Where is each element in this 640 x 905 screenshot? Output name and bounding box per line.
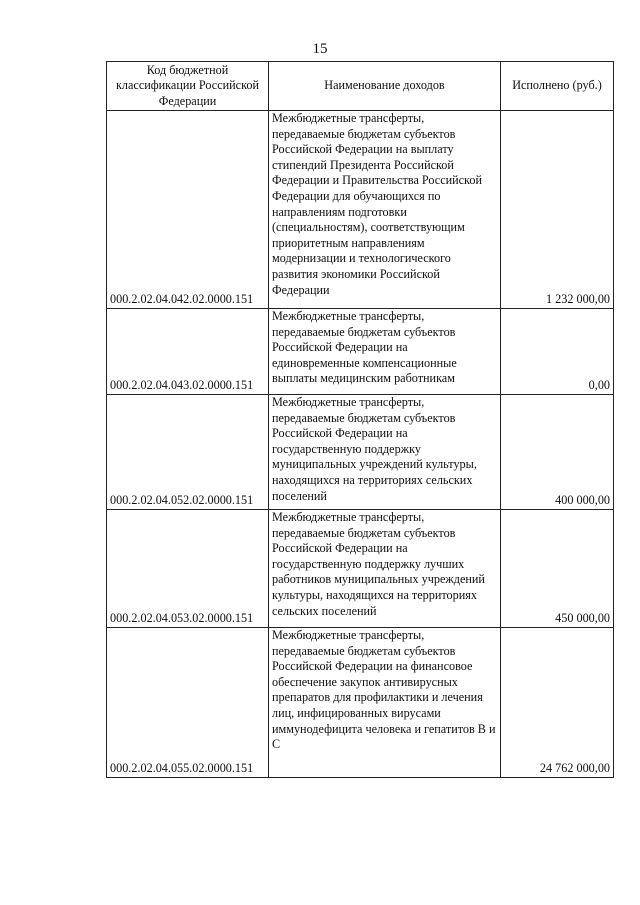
page-number: 15: [312, 41, 328, 57]
table-row: [107, 395, 614, 510]
amount-cell: 0,00: [501, 309, 614, 395]
income-name-cell: Межбюджетные трансферты, передаваемые бюджетам субъектов Российской Федерации на государственную поддержку муниципальных учреждений культуры, находящихся на территориях сельских поселений: [269, 395, 501, 510]
header-amount: Исполнено (руб.): [501, 62, 614, 111]
income-name-cell: Межбюджетные трансферты, передаваемые бюджетам субъектов Российской Федерации на единовременные компенсационные выплаты медицинским работникам: [269, 309, 501, 395]
income-name-cell: Межбюджетные трансферты, передаваемые бюджетам субъектов Российской Федерации на финансовое обеспечение закупок антивирусных препаратов для профилактики и лечения лиц, инфицированных вирусами иммунодефицита человека и гепатитов В и С: [269, 628, 501, 778]
header-name: Наименование доходов: [269, 62, 501, 111]
income-table: [106, 61, 614, 778]
table-row: [107, 111, 614, 309]
budget-code-cell: 000.2.02.04.042.02.0000.151: [107, 111, 269, 309]
budget-code-cell: 000.2.02.04.055.02.0000.151: [107, 628, 269, 778]
table-row: [107, 510, 614, 628]
header-code: Код бюджетной классификации Российской Федерации: [107, 62, 269, 111]
table-row: [107, 309, 614, 395]
amount-cell: 1 232 000,00: [501, 111, 614, 309]
table-header-row: [107, 62, 614, 111]
amount-cell: 24 762 000,00: [501, 628, 614, 778]
budget-code-cell: 000.2.02.04.053.02.0000.151: [107, 510, 269, 628]
amount-cell: 400 000,00: [501, 395, 614, 510]
amount-cell: 450 000,00: [501, 510, 614, 628]
table-row: [107, 628, 614, 778]
budget-code-cell: 000.2.02.04.052.02.0000.151: [107, 395, 269, 510]
budget-code-cell: 000.2.02.04.043.02.0000.151: [107, 309, 269, 395]
income-name-cell: Межбюджетные трансферты, передаваемые бюджетам субъектов Российской Федерации на государственную поддержку лучших работников муниципальных учреждений культуры, находящихся на территориях сельских поселений: [269, 510, 501, 628]
income-name-cell: Межбюджетные трансферты, передаваемые бюджетам субъектов Российской Федерации на выплату стипендий Президента Российской Федерации и Правительства Российской Федерации для обучающихся по направлениям подготовки (специальностям), соответствующим приоритетным направлениям модернизации и технологического развития экономики Российской Федерации: [269, 111, 501, 309]
